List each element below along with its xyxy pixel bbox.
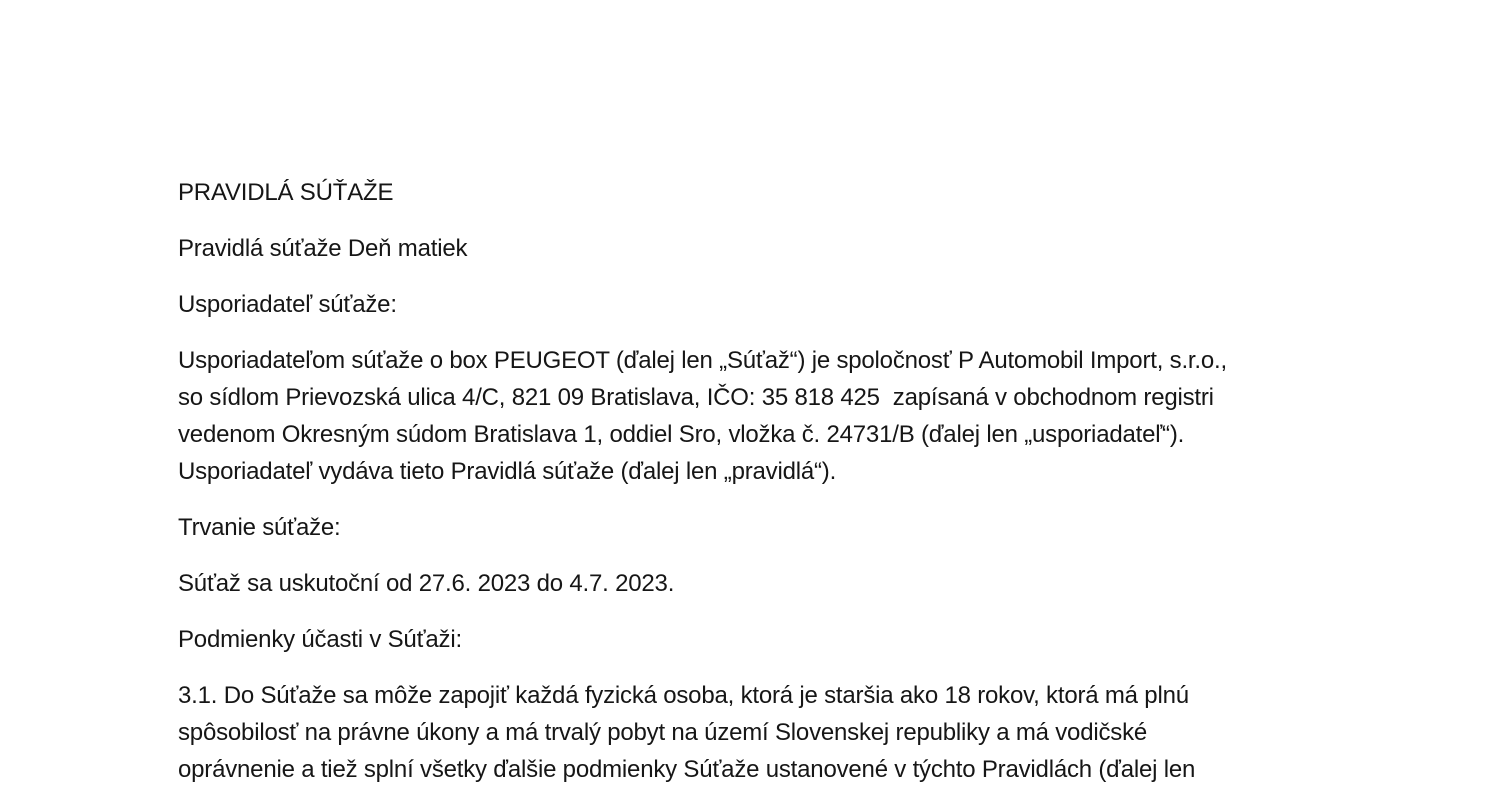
text-line: Súťaž sa uskutoční od 27.6. 2023 do 4.7. 2023. (178, 570, 675, 597)
text-line: Usporiadateľ súťaže: (178, 291, 397, 318)
text-line: 3.1. Do Súťaže sa môže zapojiť každá fyzická osoba, ktorá je staršia ako 18 rokov, ktorá má plnú (178, 682, 1189, 709)
text-line: Trvanie súťaže: (178, 514, 341, 541)
text-line: Podmienky účasti v Súťaži: (178, 626, 462, 653)
text-line: Usporiadateľ vydáva tieto Pravidlá súťaže (ďalej len „pravidlá“). (178, 458, 837, 485)
document-title (178, 174, 1400, 211)
text-line: oprávnenie a tiež splní všetky ďalšie podmienky Súťaže ustanovené v týchto Pravidlách (ďalej len (178, 756, 1196, 783)
section-heading-conditions (178, 621, 1400, 658)
section-heading-duration (178, 509, 1400, 546)
section-heading-organizer (178, 286, 1400, 323)
text-line: Usporiadateľom súťaže o box PEUGEOT (ďalej len „Súťaž“) je spoločnosť P Automobil Import, s.r.o., (178, 347, 1227, 374)
paragraph-duration (178, 565, 1400, 602)
paragraph-organizer (178, 342, 1400, 490)
text-line: PRAVIDLÁ SÚŤAŽE (178, 179, 394, 206)
paragraph-conditions (178, 677, 1400, 788)
text-line: spôsobilosť na právne úkony a má trvalý pobyt na území Slovenskej republiky a má vodičské (178, 719, 1148, 746)
text-line: Pravidlá súťaže Deň matiek (178, 235, 468, 262)
text-line: vedenom Okresným súdom Bratislava 1, oddiel Sro, vložka č. 24731/B (ďalej len „usporiadateľ“). (178, 421, 1185, 448)
document-subtitle (178, 230, 1400, 267)
text-line: so sídlom Prievozská ulica 4/C, 821 09 Bratislava, IČO: 35 818 425 zapísaná v obchodnom registri (178, 384, 1214, 411)
